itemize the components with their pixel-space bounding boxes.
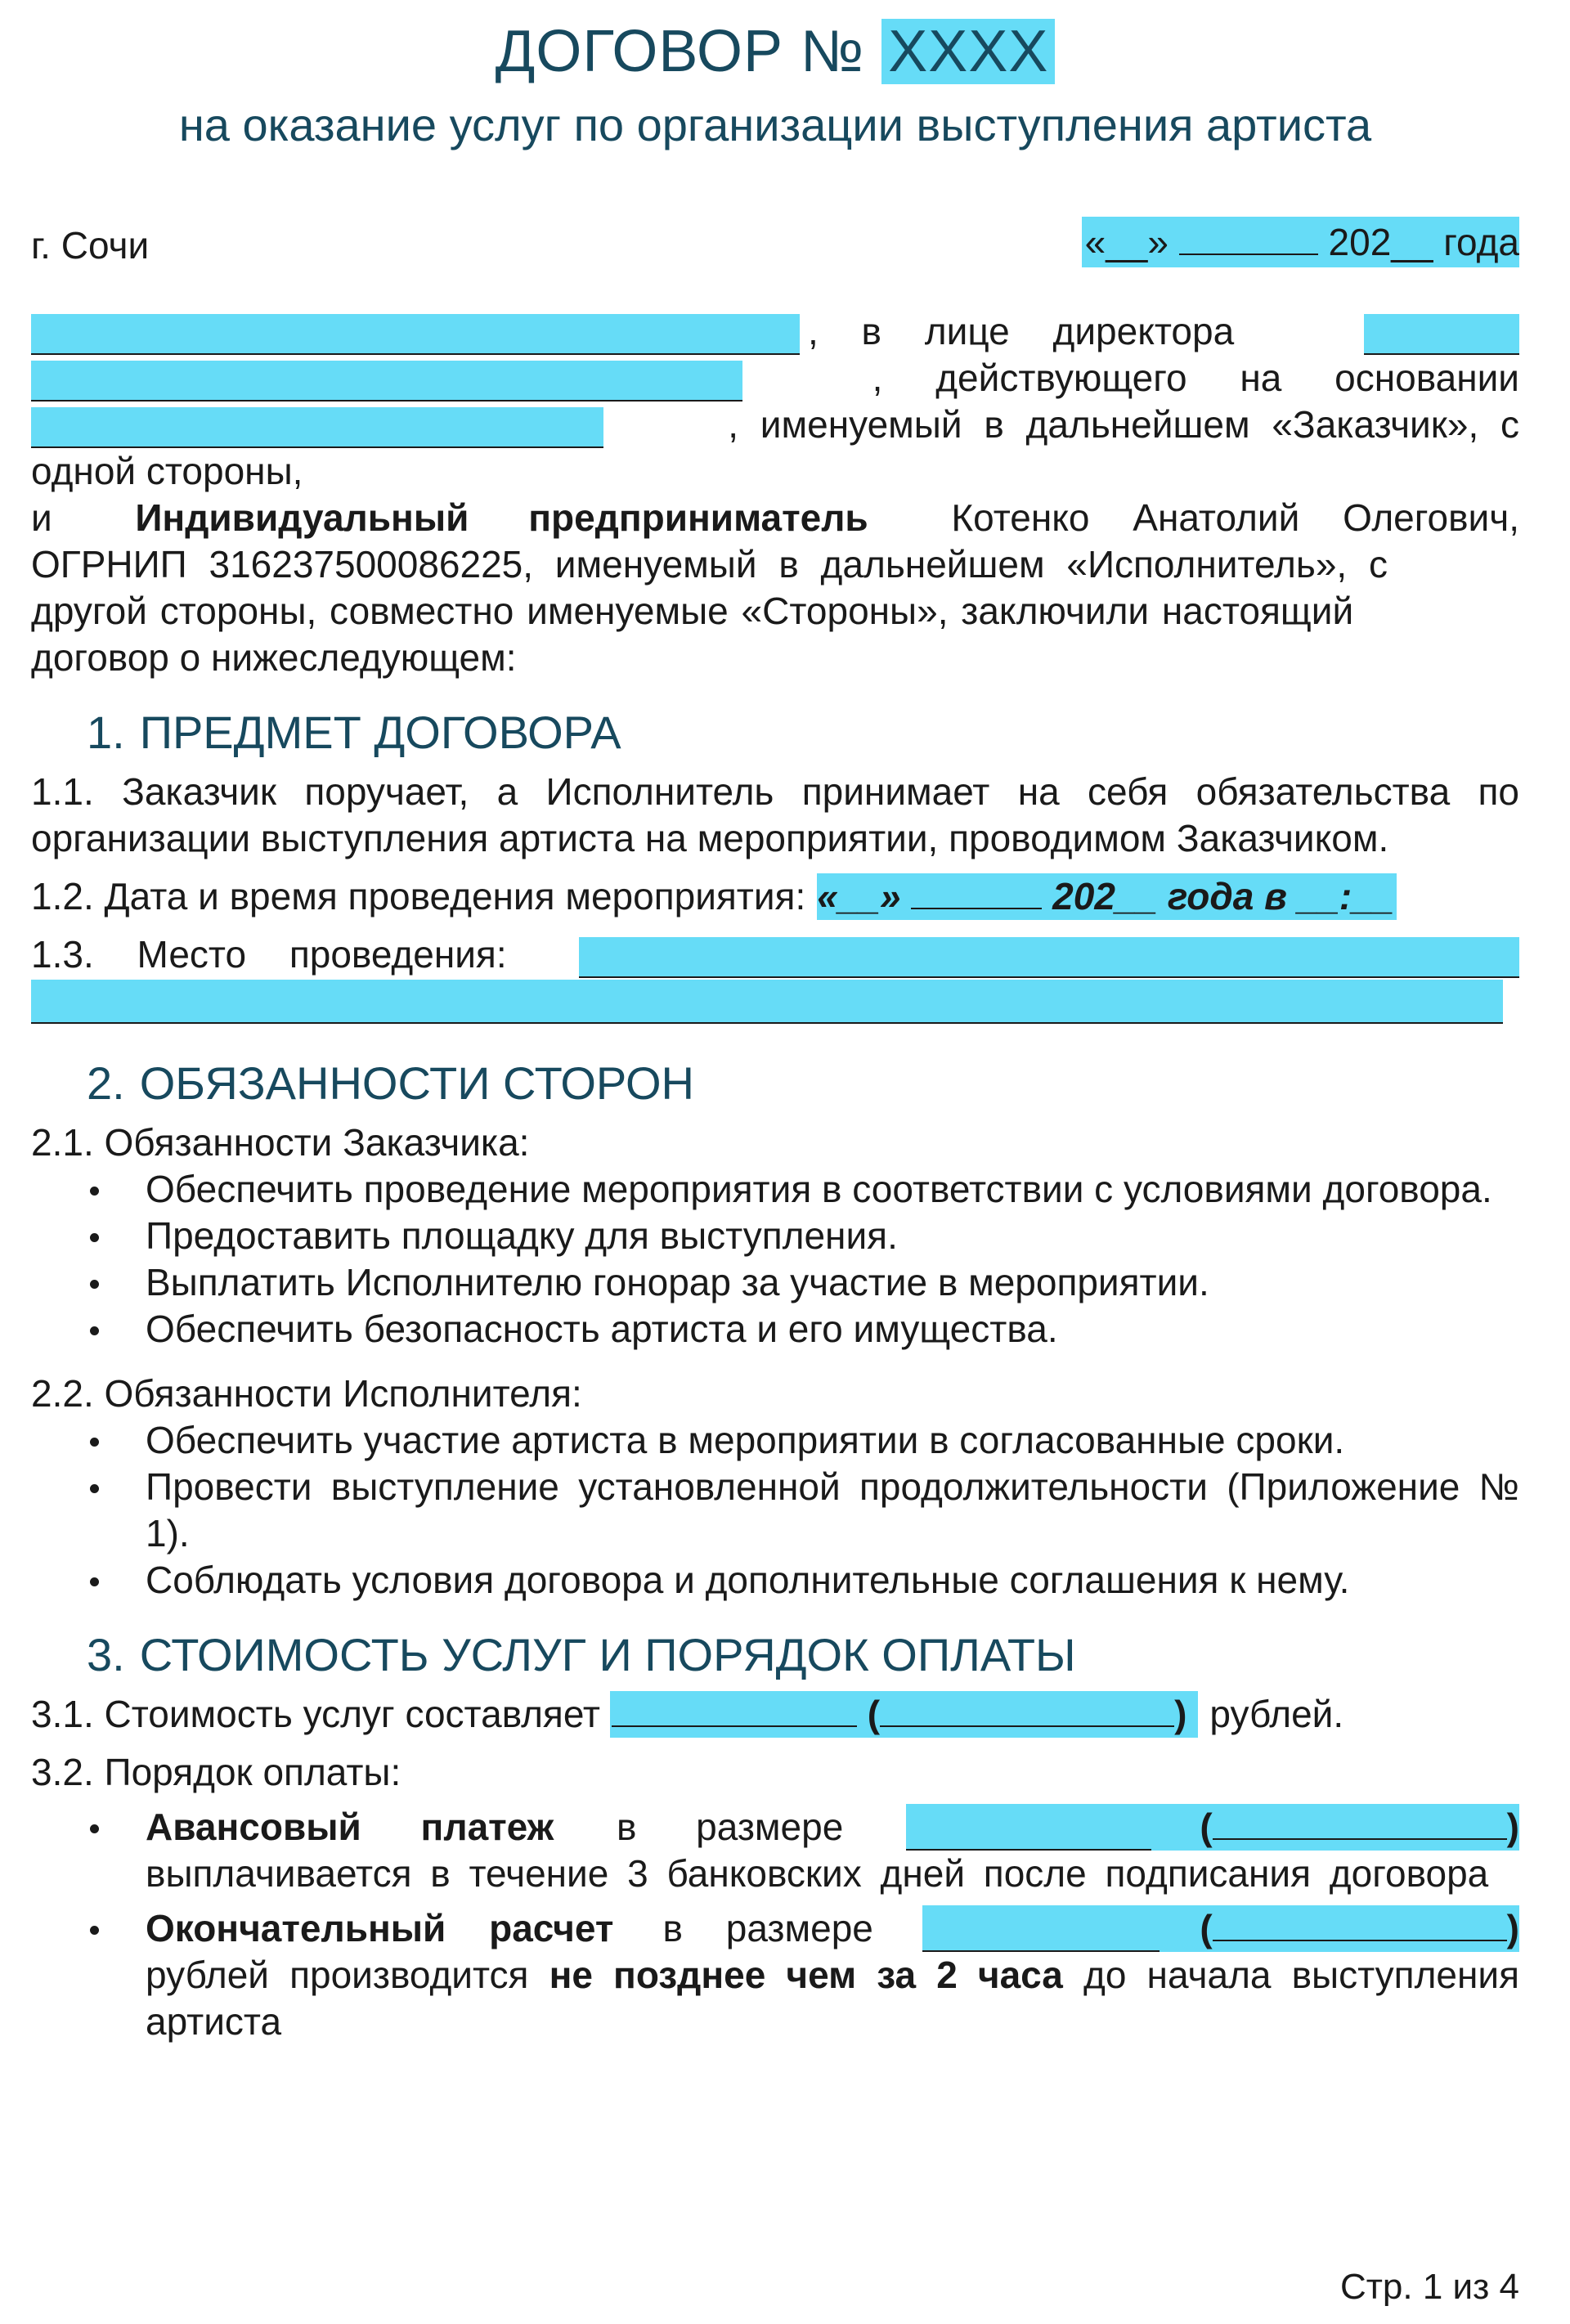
date-year: 202__ года [1328,221,1519,263]
section-2-heading: 2. ОБЯЗАННОСТИ СТОРОН [87,1057,694,1109]
event-month-blank[interactable] [911,908,1042,909]
intro-line-2 [31,355,1519,402]
closing-text: договор о нижеследующем: [31,636,517,679]
intro-line-ip [31,495,1519,541]
intro-line-1 [31,308,1519,355]
payment-terms-list [31,1804,1519,2045]
basis-blank[interactable] [31,407,603,448]
in-person-text: , в лице директора [808,310,1235,352]
other-side-text: другой стороны, совместно именуемые «Стороны», заключили настоящий [31,590,1354,632]
named-customer-text: , именуемый в дальнейшем «Заказчик», с [728,403,1519,446]
city-date-row [31,217,1519,267]
price-digits-blank[interactable] [612,1725,857,1727]
date-day: «__» [1084,221,1169,263]
parties-intro [31,308,1519,681]
advance-amount-field[interactable]: ( ) [906,1804,1519,1851]
list-item: Окончательный расчет в размере ( ) рублей производится не позднее чем за 2 часа до начала выступления артиста [146,1905,1519,2045]
ogrnip-text: ОГРНИП 316237500086225, именуемый в дальнейшем «Исполнитель», с [31,543,1388,585]
contract-title [31,0,1519,85]
list-item: Авансовый платеж в размере ( ) выплачивается в течение 3 банковских дней после подписания договора [146,1804,1519,1897]
list-item: Обеспечить участие артиста в мероприятии в согласованные сроки. [146,1417,1519,1464]
clause-2-2-label: 2.2. Обязанности Исполнителя: [31,1372,582,1415]
ogrnip-line [31,541,1519,588]
clause-1-3: 1.3. Место проведения: [31,931,1519,978]
intro-line-3 [31,402,1519,448]
director-name-blank[interactable] [1364,314,1519,355]
contract-number[interactable]: XXXX [881,19,1055,84]
section-1-heading: 1. ПРЕДМЕТ ДОГОВОРА [87,707,621,758]
total-price-field[interactable]: ( ) [610,1691,1198,1738]
director-name-blank-2[interactable] [31,361,742,402]
customer-duties-list [31,1166,1519,1353]
city: г. Сочи [31,224,150,267]
executor-duties-list [31,1417,1519,1604]
and-text: и [31,496,52,539]
clause-3-2-label: 3.2. Порядок оплаты: [31,1751,401,1793]
clause-3-1: 3.1. Стоимость услуг составляет ( ) рублей. [31,1691,1519,1738]
clause-1-1: 1.1. Заказчик поручает, а Исполнитель принимает на себя обязательства по организации выступления артиста на мероприятии, проводимом Заказчиком. [31,770,1519,859]
ip-name: Котенко Анатолий Олегович, [951,496,1519,539]
section-3-heading: 3. СТОИМОСТЬ УСЛУГ И ПОРЯДОК ОПЛАТЫ [87,1629,1076,1680]
list-item: Обеспечить безопасность артиста и его имущества. [146,1306,1519,1353]
contract-subtitle: на оказание услуг по организации выступления артиста [178,99,1372,150]
title-prefix: ДОГОВОР № [495,19,865,84]
acting-text: , действующего на основании [872,357,1519,399]
clause-2-1-label: 2.1. Обязанности Заказчика: [31,1121,530,1164]
date-month-blank[interactable] [1179,253,1318,255]
final-amount-field[interactable]: ( ) [922,1905,1519,1952]
list-item: Выплатить Исполнителю гонорар за участие в мероприятии. [146,1259,1519,1306]
price-words-blank[interactable] [880,1725,1174,1727]
list-item: Обеспечить проведение мероприятия в соответствии с условиями договора. [146,1166,1519,1213]
other-side-line [31,588,1519,635]
clause-1-2: 1.2. Дата и время проведения мероприятия: «__» 202__ года в __:__ [31,873,1519,920]
page-number: Стр. 1 из 4 [1340,2267,1519,2307]
list-item: Соблюдать условия договора и дополнительные соглашения к нему. [146,1557,1519,1604]
one-side-text: одной стороны, [31,450,303,492]
list-item: Провести выступление установленной продолжительности (Приложение № 1). [146,1464,1519,1557]
list-item: Предоставить площадку для выступления. [146,1213,1519,1259]
venue-blank-line-2[interactable] [31,980,1503,1024]
contract-date[interactable] [1082,217,1519,267]
ip-bold-text: Индивидуальный предприниматель [135,496,868,539]
venue-blank[interactable] [579,937,1519,978]
event-datetime[interactable]: «__» 202__ года в __:__ [817,873,1397,920]
customer-name-blank[interactable] [31,314,800,355]
